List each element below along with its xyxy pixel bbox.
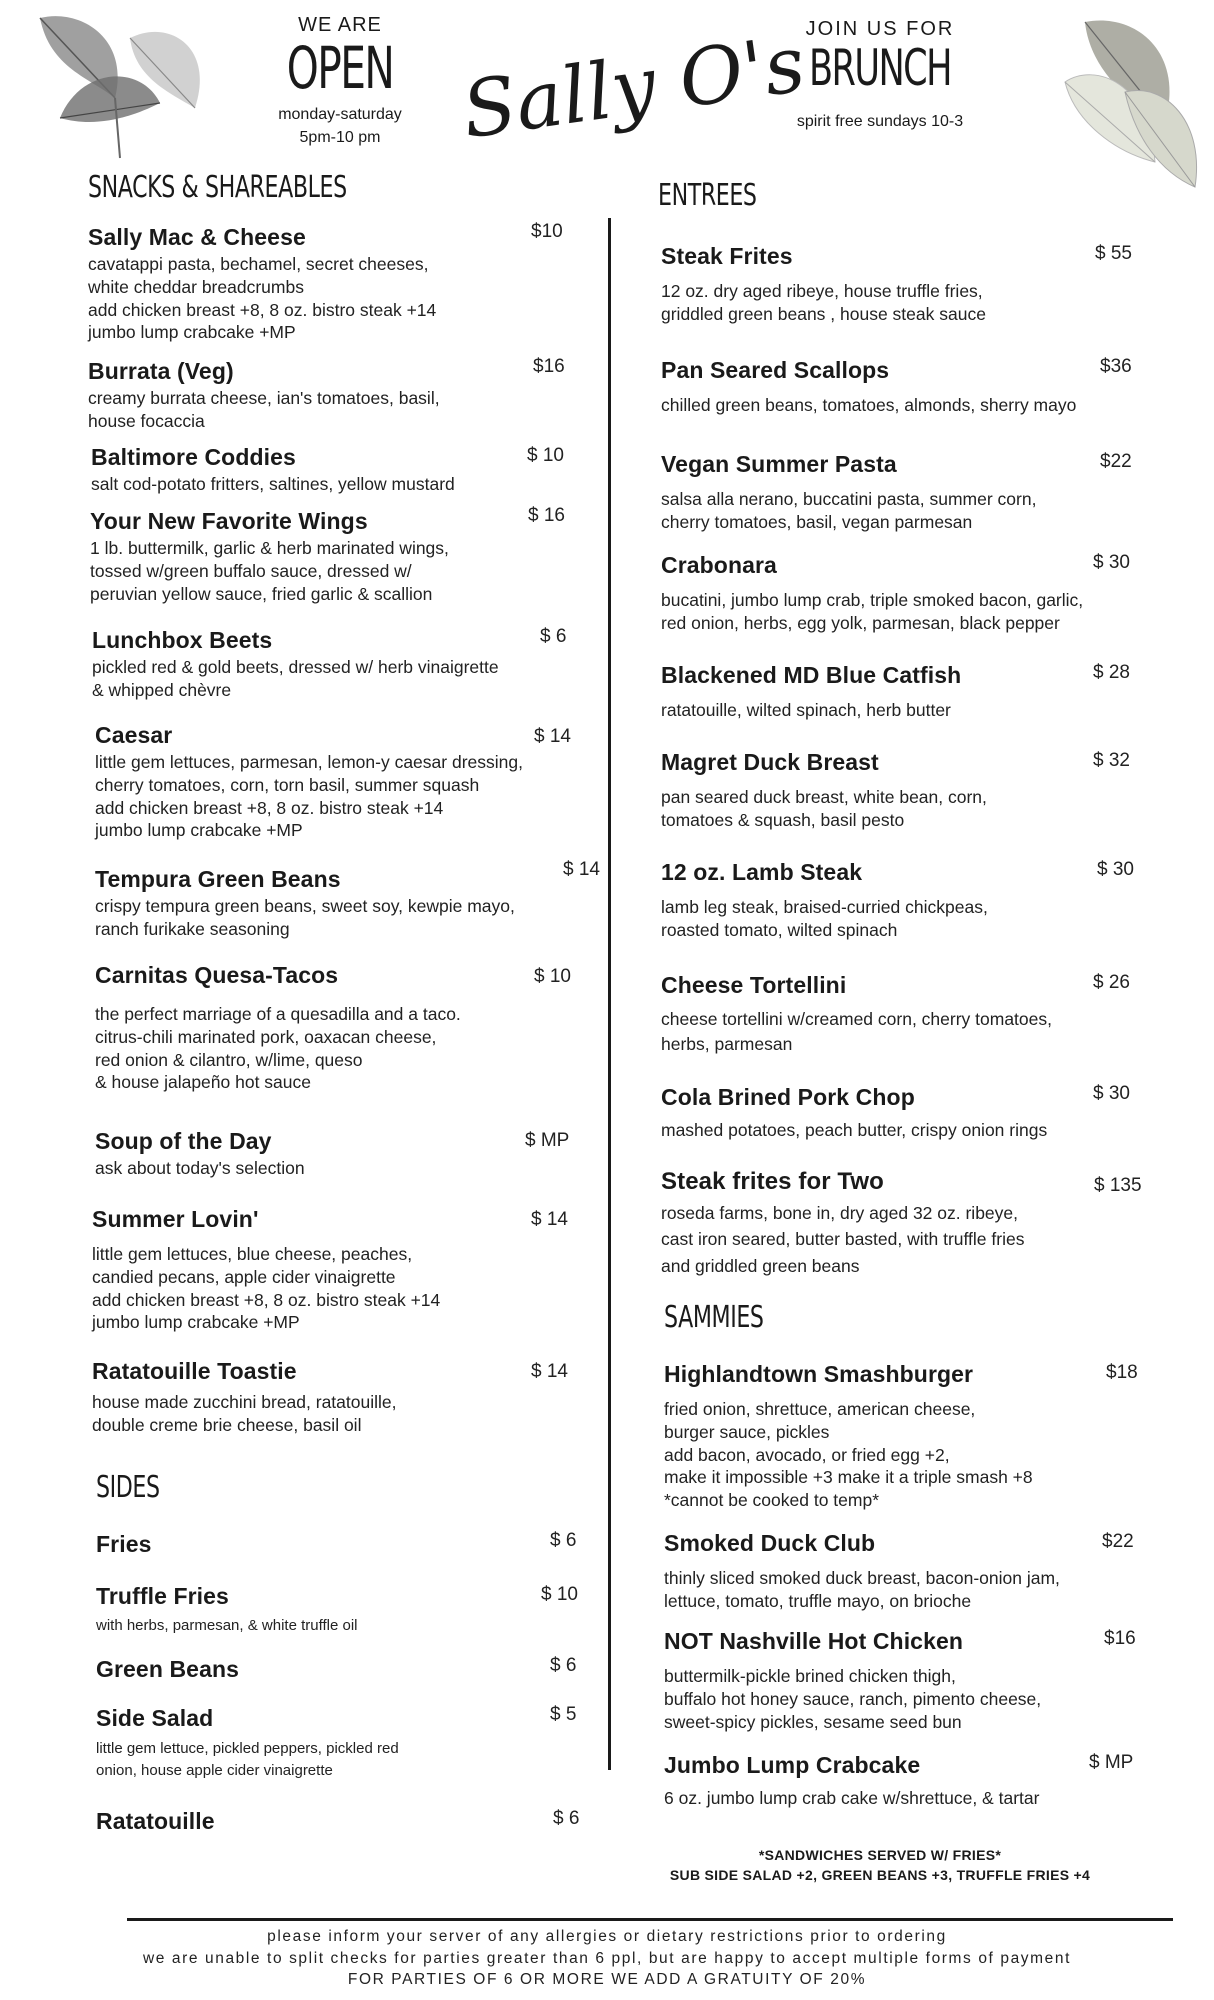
item-description: thinly sliced smoked duck breast, bacon-onion jam, lettuce, tomato, truffle mayo, on brioche <box>664 1568 1060 1611</box>
item-price: $16 <box>1104 1628 1136 1649</box>
item-name: Smoked Duck Club <box>664 1530 876 1556</box>
item-price: $ 14 <box>534 726 571 747</box>
menu-item <box>95 866 515 941</box>
item-name: Truffle Fries <box>96 1583 229 1609</box>
item-price: $ 5 <box>550 1704 577 1725</box>
item-price: $22 <box>1100 451 1132 472</box>
item-price: $ 14 <box>531 1209 568 1230</box>
item-price: $ 6 <box>550 1655 577 1676</box>
item-description: pan seared duck breast, white bean, corn, tomatoes & squash, basil pesto <box>661 787 987 830</box>
open-heading: OPEN <box>286 34 394 102</box>
item-name: Blackened MD Blue Catfish <box>661 662 962 688</box>
menu-item <box>664 1361 1033 1512</box>
menu-item <box>96 1808 215 1835</box>
item-description: cavatappi pasta, bechamel, secret cheeses, white cheddar breadcrumbs add chicken breast +8, 8 oz. bistro steak +14 jumbo lump crabcake +MP <box>88 254 437 343</box>
item-price: $ 55 <box>1095 243 1132 264</box>
sandwich-note: *SANDWICHES SERVED W/ FRIES* SUB SIDE SALAD +2, GREEN BEANS +3, TRUFFLE FRIES +4 <box>669 1847 1091 1884</box>
item-description: ratatouille, wilted spinach, herb butter <box>661 700 951 720</box>
item-price: $22 <box>1102 1531 1134 1552</box>
item-price: $ 26 <box>1093 972 1130 993</box>
menu-item <box>661 749 987 832</box>
item-name: NOT Nashville Hot Chicken <box>664 1628 964 1654</box>
column-divider <box>608 218 611 1770</box>
item-name: Carnitas Quesa-Tacos <box>95 962 339 988</box>
item-description: little gem lettuce, pickled peppers, pickled red onion, house apple cider vinaigrette <box>96 1740 399 1779</box>
menu-item <box>661 552 1083 635</box>
menu-item <box>661 243 986 326</box>
we-are-label: WE ARE <box>298 14 382 36</box>
item-price: $ 14 <box>531 1361 568 1382</box>
item-price: $ 10 <box>527 445 564 466</box>
menu-item <box>92 1358 397 1437</box>
menu-item <box>664 1628 1041 1733</box>
menu-item <box>96 1656 239 1683</box>
menu-item <box>92 1206 440 1334</box>
item-name: Side Salad <box>96 1705 214 1731</box>
item-price: $ 30 <box>1093 552 1130 573</box>
item-price: $ 6 <box>553 1808 580 1829</box>
footer-checks-line: we are unable to split checks for parties greater than 6 ppl, but are happy to accept multiple forms of payment <box>142 1949 1072 1967</box>
item-description: mashed potatoes, peach butter, crispy onion rings <box>661 1120 1048 1140</box>
sammies-section-title: SAMMIES <box>664 1300 764 1335</box>
menu-item <box>96 1531 151 1558</box>
join-us-label: JOIN US FOR <box>805 18 955 40</box>
item-price: $36 <box>1100 356 1132 377</box>
item-description: house made zucchini bread, ratatouille, double creme brie cheese, basil oil <box>92 1392 397 1435</box>
menu-item <box>95 1128 305 1180</box>
brunch-heading: BRUNCH <box>809 39 951 97</box>
menu-item <box>95 722 523 842</box>
item-price: $ 32 <box>1093 750 1130 771</box>
menu-item <box>661 1168 1024 1279</box>
leaf-illustration-left <box>20 8 220 168</box>
item-description: creamy burrata cheese, ian's tomatoes, basil, house focaccia <box>88 388 440 431</box>
menu-item <box>664 1752 1039 1810</box>
brunch-block <box>770 18 990 131</box>
item-name: 12 oz. Lamb Steak <box>661 859 863 885</box>
menu-item <box>92 627 499 702</box>
item-name: Cola Brined Pork Chop <box>661 1084 915 1110</box>
item-name: Cheese Tortellini <box>661 972 847 998</box>
item-description: 12 oz. dry aged ribeye, house truffle fries, griddled green beans , house steak sauce <box>661 281 986 324</box>
item-price: $ 10 <box>541 1584 578 1605</box>
menu-item <box>661 859 988 942</box>
item-description: cheese tortellini w/creamed corn, cherry tomatoes, herbs, parmesan <box>661 1009 1052 1055</box>
item-price: $16 <box>533 356 565 377</box>
item-description: 1 lb. buttermilk, garlic & herb marinated wings, tossed w/green buffalo sauce, dressed w/ peruvian yellow sauce, fried garlic & scallion <box>90 538 449 604</box>
item-price: $ MP <box>525 1130 570 1151</box>
item-name: Lunchbox Beets <box>92 627 273 653</box>
item-name: Fries <box>96 1531 152 1557</box>
footer-gratuity-line: FOR PARTIES OF 6 OR MORE WE ADD A GRATUITY OF 20% <box>347 1971 867 1989</box>
menu-item <box>95 962 461 1094</box>
item-name: Magret Duck Breast <box>661 749 879 775</box>
menu-item <box>88 224 436 344</box>
entrees-section-title: ENTREES <box>658 178 757 213</box>
menu-item <box>661 451 1036 534</box>
item-name: Summer Lovin' <box>92 1206 259 1232</box>
open-days: monday-saturday <box>278 106 402 123</box>
item-name: Ratatouille <box>96 1808 215 1834</box>
item-description: salsa alla nerano, buccatini pasta, summer corn, cherry tomatoes, basil, vegan parmesan <box>661 489 1037 532</box>
item-price: $ 6 <box>540 626 567 647</box>
item-price: $ 14 <box>563 859 600 880</box>
item-description: little gem lettuces, blue cheese, peaches, candied pecans, apple cider vinaigrette add chicken breast +8, 8 oz. bistro steak +14 jumbo lump crabcake +MP <box>92 1244 441 1333</box>
item-description: fried onion, shrettuce, american cheese, burger sauce, pickles add bacon, avocado, or fried egg +2, make it impossible +3 make it a triple smash +8 *cannot be cooked to temp* <box>664 1399 1033 1510</box>
menu-item <box>661 662 961 722</box>
item-price: $18 <box>1106 1362 1138 1383</box>
item-description: ask about today's selection <box>95 1158 305 1178</box>
item-name: Your New Favorite Wings <box>90 508 368 534</box>
footer-allergy-line: please inform your server of any allergies or dietary restrictions prior to ordering <box>267 1928 947 1945</box>
logo-text: Sally O's <box>457 19 811 157</box>
item-name: Jumbo Lump Crabcake <box>664 1752 921 1778</box>
menu-item <box>96 1705 399 1782</box>
item-name: Baltimore Coddies <box>91 444 296 470</box>
sides-section-title: SIDES <box>96 1470 160 1505</box>
item-name: Tempura Green Beans <box>95 866 341 892</box>
item-description: roseda farms, bone in, dry aged 32 oz. ribeye, cast iron seared, butter basted, with truffle fries and griddled green beans <box>661 1203 1025 1276</box>
menu-item <box>661 972 1052 1058</box>
item-name: Highlandtown Smashburger <box>664 1361 974 1387</box>
item-name: Soup of the Day <box>95 1128 272 1154</box>
menu-item <box>661 1084 1047 1142</box>
item-name: Pan Seared Scallops <box>661 357 890 383</box>
item-name: Green Beans <box>96 1656 239 1682</box>
item-description: 6 oz. jumbo lump crab cake w/shrettuce, & tartar <box>664 1788 1040 1808</box>
item-name: Steak frites for Two <box>661 1168 884 1195</box>
item-price: $ MP <box>1089 1752 1134 1773</box>
brunch-subtitle: spirit free sundays 10-3 <box>796 113 964 130</box>
item-description: buttermilk-pickle brined chicken thigh, buffalo hot honey sauce, ranch, pimento cheese, sweet-spicy pickles, sesame seed bun <box>664 1666 1042 1732</box>
sally-os-logo <box>455 19 811 160</box>
item-price: $ 28 <box>1093 662 1130 683</box>
menu-item <box>90 508 449 605</box>
item-price: $ 16 <box>528 505 565 526</box>
item-name: Burrata (Veg) <box>88 358 234 384</box>
item-description: lamb leg steak, braised-curried chickpeas, roasted tomato, wilted spinach <box>661 897 988 940</box>
menu-item <box>96 1583 358 1636</box>
item-name: Steak Frites <box>661 243 793 269</box>
item-price: $ 135 <box>1094 1175 1142 1196</box>
item-price: $ 10 <box>534 966 571 987</box>
menu-item <box>664 1530 1060 1613</box>
menu-item <box>91 444 455 496</box>
item-description: pickled red & gold beets, dressed w/ herb vinaigrette & whipped chèvre <box>92 657 499 700</box>
item-description: crispy tempura green beans, sweet soy, kewpie mayo, ranch furikake seasoning <box>95 896 515 939</box>
menu-item <box>661 357 1076 417</box>
footer-divider <box>127 1918 1173 1921</box>
snacks-section-title: SNACKS & SHAREABLES <box>88 170 347 205</box>
open-hours-block <box>250 14 430 149</box>
item-name: Ratatouille Toastie <box>92 1358 297 1384</box>
item-description: with herbs, parmesan, & white truffle oil <box>96 1617 358 1634</box>
menu-item <box>88 358 440 433</box>
item-name: Caesar <box>95 722 173 748</box>
item-price: $ 6 <box>550 1530 577 1551</box>
item-price: $ 30 <box>1097 859 1134 880</box>
item-description: the perfect marriage of a quesadilla and a taco. citrus-chili marinated pork, oaxacan cheese, red onion & cilantro, w/lime, queso & house jalapeño hot sauce <box>95 1004 461 1093</box>
item-description: bucatini, jumbo lump crab, triple smoked bacon, garlic, red onion, herbs, egg yolk, parmesan, black pepper <box>661 590 1084 633</box>
item-name: Sally Mac & Cheese <box>88 224 306 250</box>
item-name: Vegan Summer Pasta <box>661 451 897 477</box>
footer-notice <box>60 1926 1154 1991</box>
open-hours: 5pm-10 pm <box>299 128 381 146</box>
item-description: little gem lettuces, parmesan, lemon-y caesar dressing, cherry tomatoes, corn, torn basil, summer squash add chicken breast +8, 8 oz. bistro steak +14 jumbo lump crabcake +MP <box>95 752 523 841</box>
item-description: chilled green beans, tomatoes, almonds, sherry mayo <box>661 395 1077 415</box>
leaf-illustration-right <box>1055 12 1205 192</box>
item-name: Crabonara <box>661 552 777 578</box>
item-price: $10 <box>531 221 563 242</box>
item-price: $ 30 <box>1093 1083 1130 1104</box>
item-description: salt cod-potato fritters, saltines, yellow mustard <box>91 474 455 494</box>
